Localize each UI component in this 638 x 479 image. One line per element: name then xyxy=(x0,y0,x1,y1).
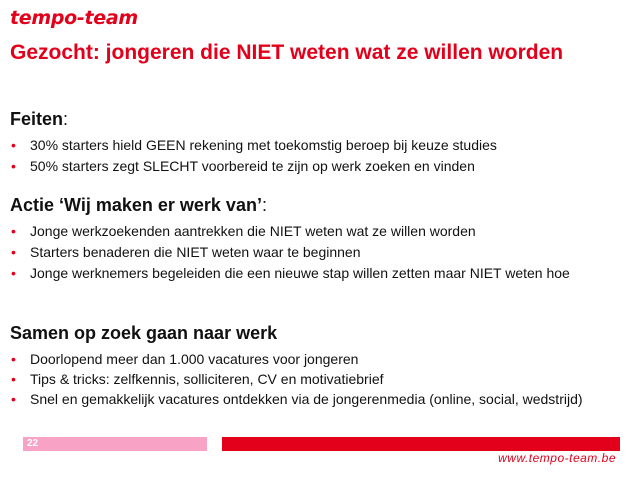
page-number-badge: 22 xyxy=(23,437,207,451)
section-heading-colon: : xyxy=(63,109,69,129)
bullet-dot-icon: • xyxy=(11,351,16,367)
list-item-text: 30% starters hield GEEN rekening met toekomstig beroep bij keuze studies xyxy=(30,137,497,153)
tempo-team-logo: tempo-team xyxy=(10,7,138,29)
bullet-dot-icon: • xyxy=(11,265,16,281)
section-samen xyxy=(10,322,620,410)
list-item-text: 50% starters zegt SLECHT voorbereid te zijn op werk zoeken en vinden xyxy=(30,158,475,174)
bullet-list xyxy=(10,350,620,408)
list-item-text: Snel en gemakkelijk vacatures ontdekken via de jongerenmedia (online, social, wedstrijd) xyxy=(30,391,583,407)
list-item xyxy=(10,222,620,240)
bullet-dot-icon: • xyxy=(11,158,16,174)
section-heading-text: Samen op zoek gaan naar werk xyxy=(10,323,278,343)
section-heading-text: Feiten xyxy=(10,109,64,129)
list-item xyxy=(10,350,620,368)
list-item-text: Tips & tricks: zelfkennis, solliciteren, CV en motivatiebrief xyxy=(30,371,384,387)
bullet-dot-icon: • xyxy=(11,244,16,260)
section-heading-text: Actie ‘Wij maken er werk van’ xyxy=(10,195,262,215)
bullet-list xyxy=(10,136,620,175)
list-item-text: Jonge werknemers begeleiden die een nieuwe stap willen zetten maar NIET weten hoe xyxy=(30,265,570,281)
section-heading xyxy=(10,322,620,344)
list-item-text: Doorlopend meer dan 1.000 vacatures voor jongeren xyxy=(30,351,359,367)
section-heading-colon: : xyxy=(261,195,267,215)
section-actie xyxy=(10,194,620,285)
bullet-dot-icon: • xyxy=(11,391,16,407)
list-item-text: Jonge werkzoekenden aantrekken die NIET weten wat ze willen worden xyxy=(30,223,476,239)
list-item xyxy=(10,390,620,408)
list-item xyxy=(10,370,620,388)
list-item xyxy=(10,243,620,261)
list-item xyxy=(10,136,620,154)
list-item xyxy=(10,157,620,175)
list-item-text: Starters benaderen die NIET weten waar te beginnen xyxy=(30,244,361,260)
footer-divider xyxy=(222,437,620,451)
slide-title: Gezocht: jongeren die NIET weten wat ze willen worden xyxy=(10,41,564,64)
list-item xyxy=(10,264,620,282)
section-heading xyxy=(10,108,620,130)
section-feiten xyxy=(10,108,620,178)
bullet-dot-icon: • xyxy=(11,371,16,387)
bullet-dot-icon: • xyxy=(11,137,16,153)
footer-url: www.tempo-team.be xyxy=(498,451,616,465)
bullet-list xyxy=(10,222,620,282)
bullet-dot-icon: • xyxy=(11,223,16,239)
section-heading xyxy=(10,194,620,216)
